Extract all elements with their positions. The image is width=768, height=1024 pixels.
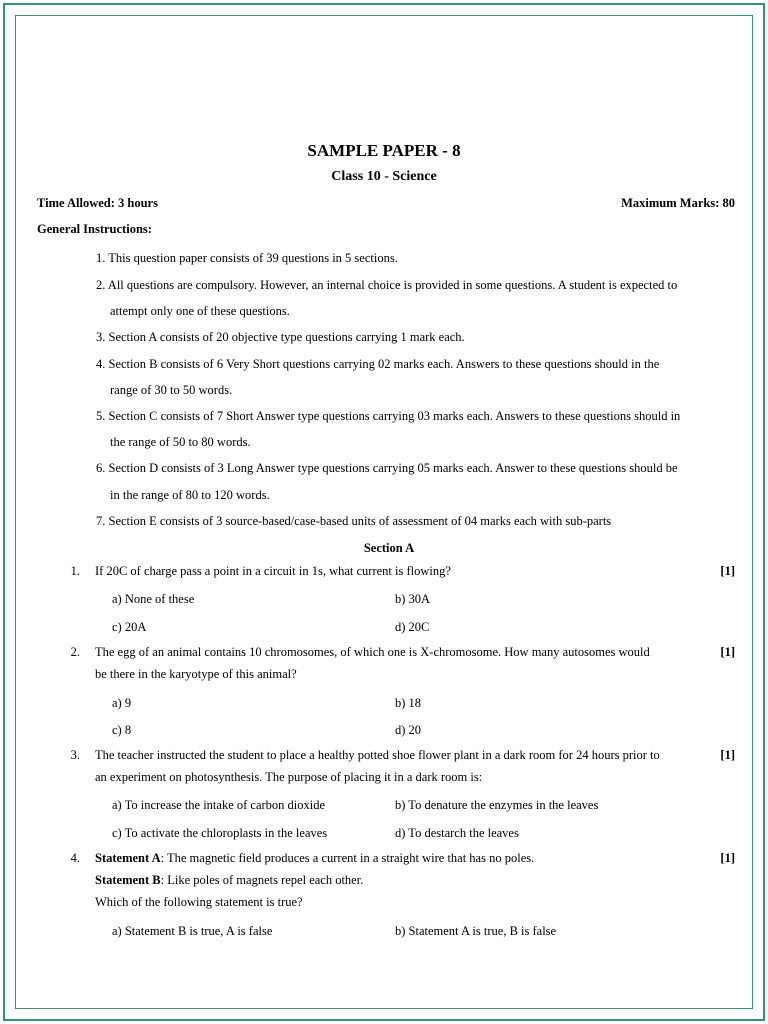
question-marks: [1] xyxy=(720,851,735,865)
instruction-item: 6. Section D consists of 3 Long Answer type questions carrying 05 marks each. Answer to these questions should be xyxy=(96,461,678,475)
instruction-item: 1. This question paper consists of 39 questions in 5 sections. xyxy=(96,251,398,265)
statement-a-label: Statement A xyxy=(95,851,161,865)
paper-title: SAMPLE PAPER - 8 xyxy=(307,141,461,160)
option-b: b) 18 xyxy=(395,696,422,710)
paper-subtitle: Class 10 - Science xyxy=(331,169,437,184)
instruction-item-continuation: range of 30 to 50 words. xyxy=(110,383,233,397)
question-number: 4. xyxy=(70,851,80,865)
general-instructions-heading: General Instructions: xyxy=(37,222,152,236)
instruction-item: 5. Section C consists of 7 Short Answer type questions carrying 03 marks each. Answers to these questions should in xyxy=(96,409,681,423)
option-d: d) 20 xyxy=(395,723,422,737)
option-b: b) 30A xyxy=(395,592,431,606)
statement-a xyxy=(95,851,534,866)
question-number: 3. xyxy=(70,748,80,762)
section-a-title: Section A xyxy=(363,541,415,555)
time-allowed: Time Allowed: 3 hours xyxy=(37,196,158,210)
question-number: 1. xyxy=(70,564,80,578)
instruction-item: 3. Section A consists of 20 objective type questions carrying 1 mark each. xyxy=(96,330,465,344)
question-text-continuation: an experiment on photosynthesis. The purpose of placing it in a dark room is: xyxy=(95,770,483,784)
question-text: The teacher instructed the student to place a healthy potted shoe flower plant in a dark room for 24 hours prior to xyxy=(95,748,660,762)
option-a: a) Statement B is true, A is false xyxy=(112,924,273,938)
option-d: d) To destarch the leaves xyxy=(395,826,519,840)
statement-b-label: Statement B xyxy=(95,873,161,887)
instruction-item: 2. All questions are compulsory. However, an internal choice is provided in some questions. A student is expected to xyxy=(96,278,678,292)
question-text: If 20C of charge pass a point in a circuit in 1s, what current is flowing? xyxy=(95,564,451,578)
option-a: a) To increase the intake of carbon dioxide xyxy=(112,798,326,812)
statement-b xyxy=(95,873,363,888)
question-marks: [1] xyxy=(720,645,735,659)
option-c: c) 20A xyxy=(112,620,147,634)
question-number: 2. xyxy=(70,645,80,659)
question-marks: [1] xyxy=(720,564,735,578)
instruction-item: 4. Section B consists of 6 Very Short questions carrying 02 marks each. Answers to these questions should in the xyxy=(96,357,660,371)
statement-a-text: : The magnetic field produces a current in a straight wire that has no poles. xyxy=(160,851,535,865)
instruction-item-continuation: attempt only one of these questions. xyxy=(110,304,290,318)
instruction-item-continuation: in the range of 80 to 120 words. xyxy=(110,488,270,502)
maximum-marks: Maximum Marks: 80 xyxy=(621,196,735,210)
option-a: a) 9 xyxy=(112,696,132,710)
question-text: Which of the following statement is true? xyxy=(95,895,303,909)
option-c: c) To activate the chloroplasts in the leaves xyxy=(112,826,328,840)
statement-b-text: : Like poles of magnets repel each other. xyxy=(160,873,364,887)
option-b: b) Statement A is true, B is false xyxy=(395,924,557,938)
instruction-item: 7. Section E consists of 3 source-based/case-based units of assessment of 04 marks each with sub-parts xyxy=(96,514,612,528)
instruction-item-continuation: the range of 50 to 80 words. xyxy=(110,435,251,449)
option-b: b) To denature the enzymes in the leaves xyxy=(395,798,599,812)
option-a: a) None of these xyxy=(112,592,195,606)
question-text: The egg of an animal contains 10 chromosomes, of which one is X-chromosome. How many autosomes would xyxy=(95,645,650,659)
option-c: c) 8 xyxy=(112,723,132,737)
question-text-continuation: be there in the karyotype of this animal? xyxy=(95,667,297,681)
option-d: d) 20C xyxy=(395,620,430,634)
question-marks: [1] xyxy=(720,748,735,762)
